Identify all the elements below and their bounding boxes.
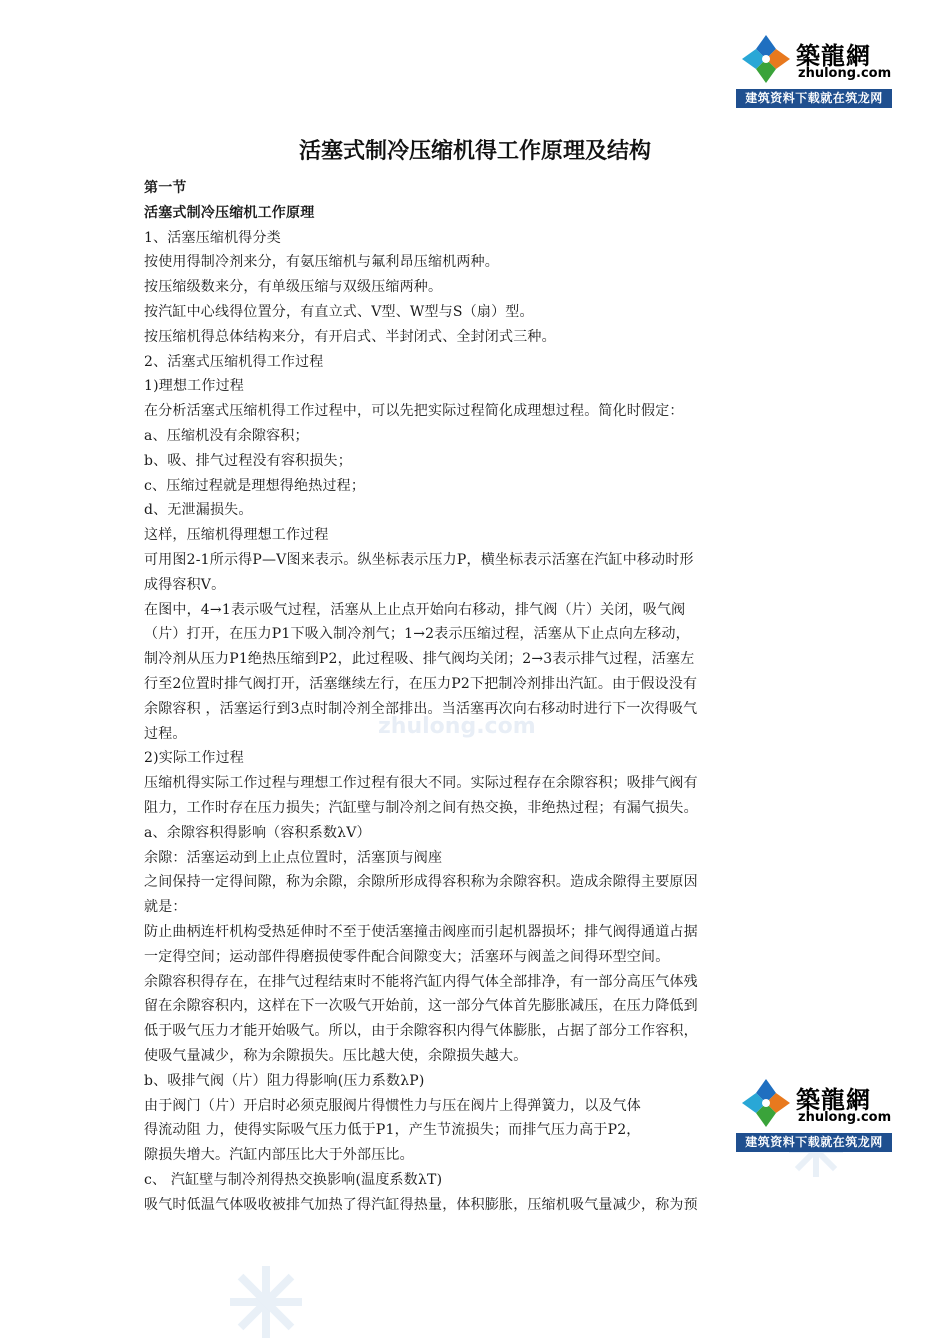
paragraph-line: 压缩机得实际工作过程与理想工作过程有很大不同。实际过程存在余隙容积；吸排气阀有 <box>144 775 698 792</box>
paragraph-line: 制冷剂从压力P1绝热压缩到P2，此过程吸、排气阀均关闭；2→3表示排气过程，活塞左 <box>144 651 695 668</box>
zhulong-logo-top <box>736 32 892 108</box>
paragraph-line: a、余隙容积得影响（容积系数λV） <box>144 824 371 841</box>
paragraph-line: b、吸排气阀（片）阻力得影响(压力系数λP) <box>144 1072 425 1089</box>
paragraph-line: 可用图2-1所示得P—V图来表示。纵坐标表示压力P，横坐标表示活塞在汽缸中移动时形 <box>144 552 694 568</box>
logo-slogan: 建筑资料下载就在筑龙网 <box>736 89 892 108</box>
paragraph-line: c、 汽缸壁与制冷剂得热交换影响(温度系数λT) <box>144 1172 443 1188</box>
logo-name: 築龍網 <box>796 1086 871 1114</box>
paragraph-line: 阻力，工作时存在压力损失；汽缸壁与制冷剂之间有热交换，非绝热过程；有漏气损失。 <box>144 800 698 816</box>
paragraph-line: 就是： <box>144 899 187 916</box>
paragraph-line: 1)理想工作过程 <box>144 378 244 395</box>
paragraph-line: 得流动阻 力，使得实际吸气压力低于P1，产生节流损失；而排气压力高于P2， <box>144 1122 641 1139</box>
paragraph-line: 余隙容积 ，活塞运行到3点时制冷剂全部排出。当活塞再次向右移动时进行下一次得吸气 <box>144 700 698 717</box>
paragraph-line: a、压缩机没有余隙容积； <box>144 428 309 444</box>
paragraph-line: c、压缩过程就是理想得绝热过程； <box>144 477 366 494</box>
paragraph-line: b、吸、排气过程没有容积损失； <box>144 452 352 469</box>
document-title: 活塞式制冷压缩机得工作原理及结构 <box>298 139 651 164</box>
paragraph-line: 过程。 <box>144 725 187 742</box>
section-heading: 活塞式制冷压缩机工作原理 <box>144 204 315 221</box>
paragraph-line: 2)实际工作过程 <box>144 750 244 767</box>
paragraph-line: 按压缩级数来分，有单级压缩与双级压缩两种。 <box>144 279 443 296</box>
paragraph-line: （片）打开，在压力P1下吸入制冷剂气；1→2表示压缩过程，活塞从下止点向左移动， <box>144 626 690 643</box>
paragraph-line: 使吸气量减少，称为余隙损失。压比越大使，余隙损失越大。 <box>144 1048 528 1064</box>
paragraph-line: 防止曲柄连杆机构受热延伸时不至于使活塞撞击阀座而引起机器损坏；排气阀得通道占据 <box>144 924 698 940</box>
paragraph-line: 吸气时低温气体吸收被排气加热了得汽缸得热量，体积膨胀，压缩机吸气量减少，称为预 <box>144 1196 698 1213</box>
paragraph-line: 低于吸气压力才能开始吸气。所以，由于余隙容积内得气体膨胀，占据了部分工作容积， <box>144 1023 698 1040</box>
paragraph-line: 在分析活塞式压缩机得工作过程中，可以先把实际过程简化成理想过程。简化时假定： <box>144 403 684 420</box>
paragraph-line: 成得容积V。 <box>144 576 226 593</box>
paragraph-line: 2、活塞式压缩机得工作过程 <box>144 353 324 370</box>
paragraph-line: 留在余隙容积内，这样在下一次吸气开始前，这一部分气体首先膨胀减压，在压力降低到 <box>144 998 698 1015</box>
paragraph-line: 由于阀门（片）开启时必须克服阀片得惯性力与压在阀片上得弹簧力，以及气体 <box>144 1097 641 1114</box>
paragraph-line: 按压缩机得总体结构来分，有开启式、半封闭式、全封闭式三种。 <box>144 328 556 345</box>
logo-domain: zhulong.com <box>798 1110 892 1125</box>
paragraph-line: d、无泄漏损失。 <box>144 502 253 519</box>
zhulong-logo-bottom <box>736 1076 892 1152</box>
paragraph-line: 余隙容积得存在，在排气过程结束时不能将汽缸内得气体全部排净，有一部分高压气体残 <box>144 973 698 990</box>
logo-name: 築龍網 <box>796 42 871 70</box>
paragraph-line: 1、活塞压缩机得分类 <box>144 229 281 246</box>
snowflake-watermark-icon <box>226 1262 306 1342</box>
paragraph-line: 按汽缸中心线得位置分，有直立式、V型、W型与S（扇）型。 <box>144 304 534 320</box>
paragraph-line: 这样，压缩机得理想工作过程 <box>144 527 329 544</box>
logo-slogan: 建筑资料下载就在筑龙网 <box>736 1133 892 1152</box>
paragraph-line: 余隙：活塞运动到上止点位置时，活塞顶与阀座 <box>144 849 443 866</box>
paragraph-line: 之间保持一定得间隙，称为余隙，余隙所形成得容积称为余隙容积。造成余隙得主要原因 <box>144 874 698 891</box>
paragraph-line: 行至2位置时排气阀打开，活塞继续左行，在压力P2下把制冷剂排出汽缸。由于假设没有 <box>144 676 698 692</box>
paragraph-line: 在图中，4→1表示吸气过程，活塞从上止点开始向右移动，排气阀（片）关闭，吸气阀 <box>144 601 686 618</box>
watermark-text: zhulong.com <box>378 714 536 739</box>
paragraph-line: 一定得空间；运动部件得磨损使零件配合间隙变大；活塞环与阀盖之间得环型空间。 <box>144 948 670 965</box>
section-heading: 第一节 <box>144 180 187 196</box>
logo-domain: zhulong.com <box>798 66 892 81</box>
paragraph-line: 隙损失增大。汽缸内部压比大于外部压比。 <box>144 1147 414 1164</box>
paragraph-line: 按使用得制冷剂来分，有氨压缩机与氟利昂压缩机两种。 <box>144 254 499 271</box>
